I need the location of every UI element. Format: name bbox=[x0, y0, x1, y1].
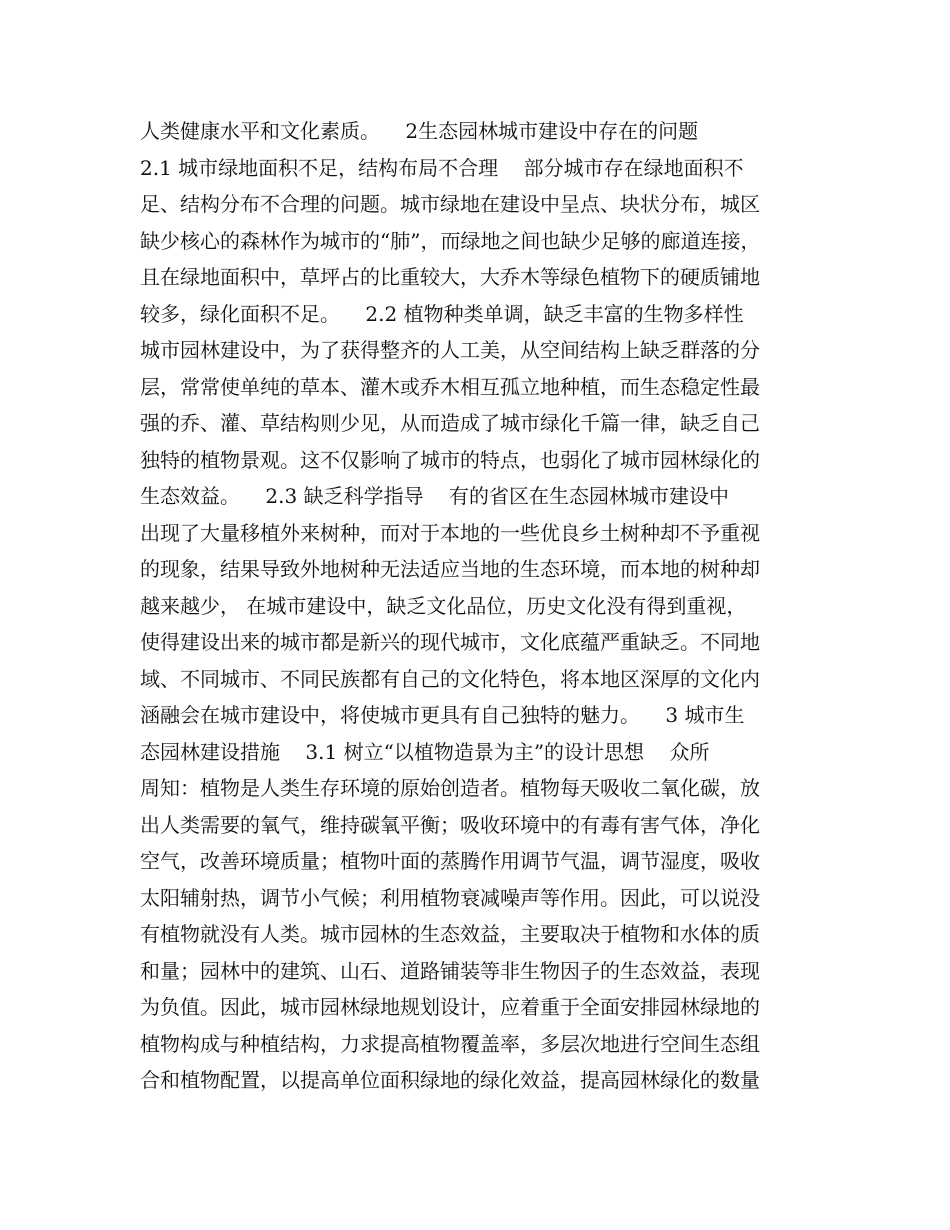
text-line: 层，常常使单纯的草本、灌木或乔木相互孤立地种植，而生态稳定性最 bbox=[140, 374, 760, 399]
text-line: 有植物就没有人类。城市园林的生态效益，主要取决于植物和水体的质 bbox=[140, 922, 760, 946]
text-line: 且在绿地面积中，草坪占的比重较大，大乔木等绿色植物下的硬质铺地 bbox=[140, 265, 760, 289]
text-line: 较多，绿化面积不足。 2.2 植物种类单调，缺乏丰富的生物多样性 bbox=[140, 301, 744, 326]
text-line: 人类健康水平和文化素质。 2生态园林城市建设中存在的问题 bbox=[140, 119, 699, 143]
text-line: 空气，改善环境质量；植物叶面的蒸腾作用调节气温，调节湿度，吸收 bbox=[140, 849, 760, 873]
text-line: 生态效益。 2.3 缺乏科学指导 有的省区在生态园林城市建设中 bbox=[140, 484, 730, 508]
body-text bbox=[140, 113, 820, 1099]
text-line: 使得建设出来的城市都是新兴的现代城市，文化底蕴严重缺乏。不同地 bbox=[140, 630, 760, 654]
text-line: 植物构成与种植结构，力求提高植物覆盖率，多层次地进行空间生态组 bbox=[140, 1031, 760, 1056]
text-line: 域、不同城市、不同民族都有自己的文化特色，将本地区深厚的文化内 bbox=[140, 666, 760, 691]
text-line: 出人类需要的氧气，维持碳氧平衡；吸收环境中的有毒有害气体，净化 bbox=[140, 812, 760, 837]
text-line: 越来越少， 在城市建设中，缺乏文化品位，历史文化没有得到重视， bbox=[140, 593, 747, 618]
text-line: 的现象，结果导致外地树种无法适应当地的生态环境，而本地的树种却 bbox=[140, 557, 760, 581]
text-line: 缺少核心的森林作为城市的“肺”，而绿地之间也缺少足够的廊道连接， bbox=[140, 228, 761, 253]
text-line: 2.1 城市绿地面积不足，结构布局不合理 部分城市存在绿地面积不 bbox=[140, 155, 744, 180]
text-line: 涵融会在城市建设中，将使城市更具有自己独特的魅力。 3 城市生 bbox=[140, 703, 745, 727]
text-line: 太阳辅射热，调节小气候；利用植物衰减噪声等作用。因此，可以说没 bbox=[140, 885, 760, 910]
text-line: 城市园林建设中，为了获得整齐的人工美，从空间结构上缺乏群落的分 bbox=[140, 338, 760, 362]
text-line: 态园林建设措施 3.1 树立“以植物造景为主”的设计思想 众所 bbox=[140, 739, 710, 764]
text-line: 为负值。因此，城市园林绿地规划设计，应着重于全面安排园林绿地的 bbox=[140, 995, 760, 1019]
text-line: 独特的植物景观。这不仅影响了城市的特点，也弱化了城市园林绿化的 bbox=[140, 447, 760, 472]
text-line: 足、结构分布不合理的问题。城市绿地在建设中呈点、块状分布，城区 bbox=[140, 192, 760, 216]
text-line: 合和植物配置，以提高单位面积绿地的绿化效益，提高园林绿化的数量 bbox=[140, 1068, 760, 1092]
text-line: 周知：植物是人类生存环境的原始创造者。植物每天吸收二氧化碳，放 bbox=[140, 776, 760, 800]
text-line: 出现了大量移植外来树种，而对于本地的一些优良乡土树种却不予重视 bbox=[140, 520, 760, 545]
text-line: 强的乔、灌、草结构则少见，从而造成了城市绿化千篇一律，缺乏自己 bbox=[140, 411, 760, 435]
text-line: 和量；园林中的建筑、山石、道路铺装等非生物因子的生态效益，表现 bbox=[140, 958, 760, 983]
